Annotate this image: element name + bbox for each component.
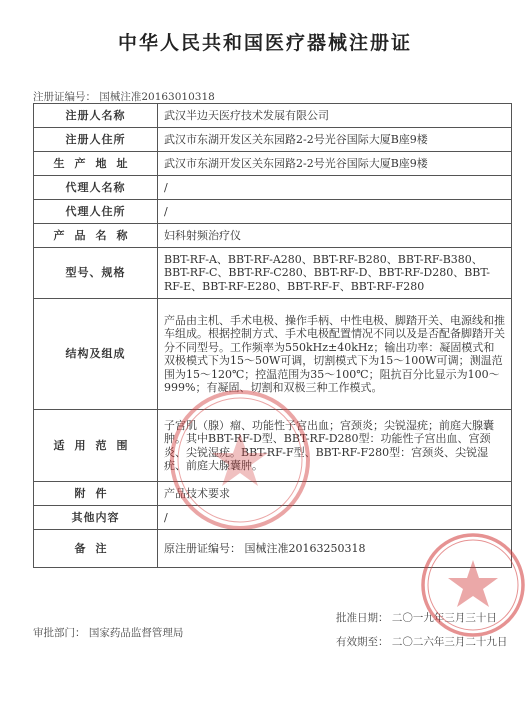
table-row xyxy=(34,299,512,410)
row-label: 注册人住所 xyxy=(34,128,158,152)
row-label: 结构及组成 xyxy=(34,299,158,410)
row-value: 产品技术要求 xyxy=(158,482,512,506)
table-row xyxy=(34,152,512,176)
row-label: 产品名称 xyxy=(34,224,158,248)
row-label: 附件 xyxy=(34,482,158,506)
row-value: 武汉半边天医疗技术发展有限公司 xyxy=(158,104,512,128)
table-row xyxy=(34,128,512,152)
row-label: 代理人名称 xyxy=(34,176,158,200)
issuing-authority: 审批部门： 国家药品监督管理局 xyxy=(33,627,184,639)
certificate-title: 中华人民共和国医疗器械注册证 xyxy=(117,32,412,54)
row-value: 产品由主机、手术电极、操作手柄、中性电极、脚踏开关、电源线和推车组成。根据控制方式、手术电极配置情况不同以及是否配备脚踏开关分不同型号。工作频率为550kHz±40kHz；输出功率：凝固模式和双极模式下为15～50W可调，切割模式下为15～100W可调；测温范围为15～120℃；控温范围为35～100℃；阻抗百分比显示为100～999%；有凝固、切割和双极三种工作模式。 xyxy=(158,299,512,410)
date-block xyxy=(336,606,507,654)
table-row xyxy=(34,224,512,248)
row-label: 型号、规格 xyxy=(34,248,158,299)
row-value: 武汉市东湖开发区关东园路2-2号光谷国际大厦B座9楼 xyxy=(158,152,512,176)
approval-date: 批准日期： 二〇一九年三月三十日 xyxy=(336,612,497,624)
row-label: 适用范围 xyxy=(34,410,158,482)
table-row xyxy=(34,200,512,224)
row-value: 子宫肌（腺）瘤、功能性子宫出血；宫颈炎；尖锐湿疣；前庭大腺囊肿。其中BBT-RF-D型、BBT-RF-D280型：功能性子宫出血、宫颈炎、尖锐湿疣。BBT-RF-F型、BBT-RF-F280型：宫颈炎、尖锐湿疣、前庭大腺囊肿。 xyxy=(158,410,512,482)
row-label: 注册人名称 xyxy=(34,104,158,128)
registration-number: 注册证编号： 国械注准20163010318 xyxy=(33,91,215,103)
row-value: BBT-RF-A、BBT-RF-A280、BBT-RF-B280、BBT-RF-B380、BBT-RF-C、BBT-RF-C280、BBT-RF-D、BBT-RF-D280、BBT-RF-E、BBT-RF-E280、BBT-RF-F、BBT-RF-F280 xyxy=(158,248,512,299)
table-row xyxy=(34,176,512,200)
row-value: / xyxy=(158,200,512,224)
table-row xyxy=(34,410,512,482)
row-label: 其他内容 xyxy=(34,506,158,530)
valid-until-date: 有效期至： 二〇二六年三月二十九日 xyxy=(336,636,508,648)
row-value: 原注册证编号： 国械注准20163250318 xyxy=(158,530,512,568)
certificate-table xyxy=(33,103,512,568)
row-value: 武汉市东湖开发区关东园路2-2号光谷国际大厦B座9楼 xyxy=(158,128,512,152)
row-value: / xyxy=(158,176,512,200)
row-value: / xyxy=(158,506,512,530)
table-row xyxy=(34,482,512,506)
row-label: 备注 xyxy=(34,530,158,568)
row-label: 代理人住所 xyxy=(34,200,158,224)
table-row xyxy=(34,248,512,299)
table-row xyxy=(34,104,512,128)
table-row xyxy=(34,506,512,530)
table-row xyxy=(34,530,512,568)
row-value: 妇科射频治疗仪 xyxy=(158,224,512,248)
row-label: 生产地址 xyxy=(34,152,158,176)
